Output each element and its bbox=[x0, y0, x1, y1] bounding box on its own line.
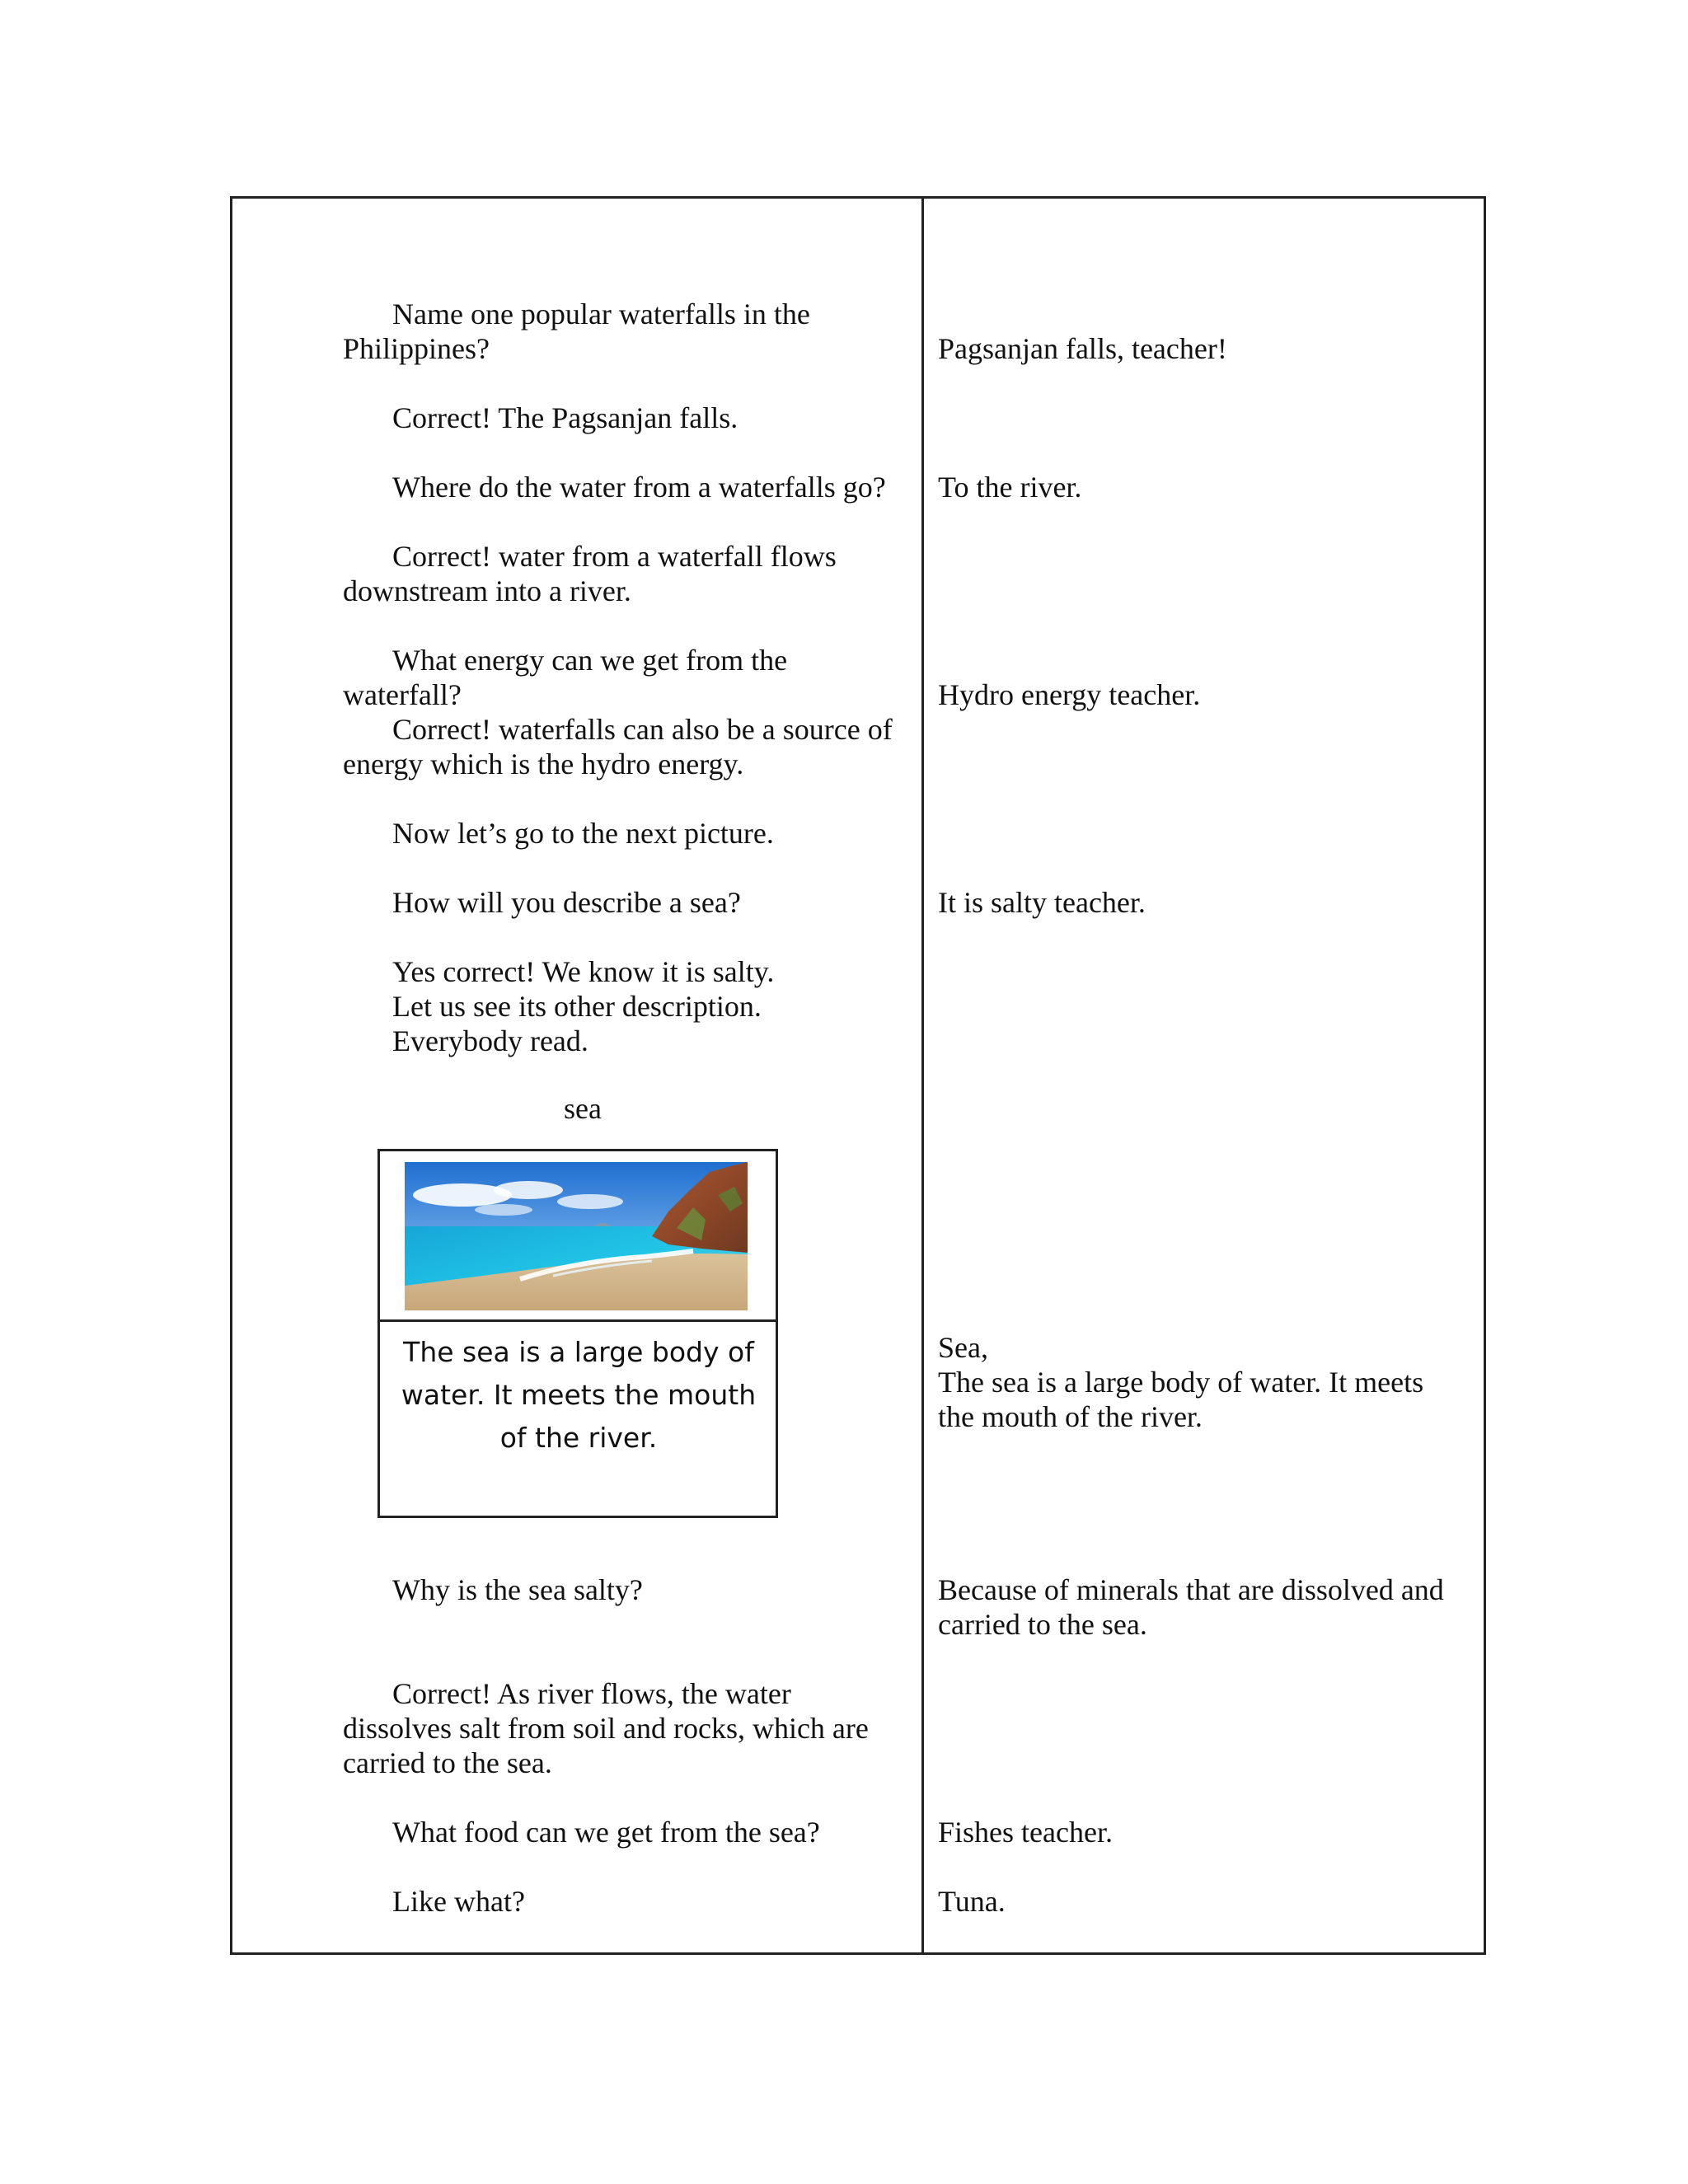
teacher-question-water-go: Where do the water from a waterfalls go? bbox=[392, 471, 886, 504]
student-answer-fishes: Fishes teacher. bbox=[938, 1816, 1113, 1849]
student-answer-tuna: Tuna. bbox=[938, 1885, 1006, 1918]
sea-image bbox=[405, 1162, 748, 1310]
student-answer-hydro: Hydro energy teacher. bbox=[938, 678, 1201, 711]
teacher-correct-river: Correct! As river flows, the water bbox=[392, 1677, 791, 1710]
student-answer-pagsanjan: Pagsanjan falls, teacher! bbox=[938, 332, 1227, 365]
teacher-next-picture: Now let’s go to the next picture. bbox=[392, 817, 774, 850]
student-answer-minerals: Because of minerals that are dissolved and bbox=[938, 1573, 1444, 1606]
sea-card-divider bbox=[380, 1319, 776, 1322]
sea-card-description: The sea is a large body of water. It meets the mouth of the river. bbox=[401, 1336, 757, 1454]
teacher-correct-energy: Correct! waterfalls can also be a source of bbox=[392, 713, 893, 746]
student-answer-minerals-cont: carried to the sea. bbox=[938, 1608, 1147, 1641]
sea-card-label: sea bbox=[564, 1092, 602, 1125]
teacher-correct-energy-cont: energy which is the hydro energy. bbox=[343, 748, 744, 780]
teacher-question-energy-cont: waterfall? bbox=[343, 678, 462, 711]
teacher-correct-downstream-cont: downstream into a river. bbox=[343, 574, 631, 607]
student-answer-river: To the river. bbox=[938, 471, 1082, 504]
teacher-correct-pagsanjan: Correct! The Pagsanjan falls. bbox=[392, 401, 738, 434]
teacher-question-waterfall: Name one popular waterfalls in the bbox=[392, 298, 810, 330]
teacher-question-food: What food can we get from the sea? bbox=[392, 1816, 820, 1849]
teacher-correct-river-cont: dissolves salt from soil and rocks, which are bbox=[343, 1712, 869, 1745]
teacher-question-like-what: Like what? bbox=[392, 1885, 525, 1918]
teacher-question-describe-sea: How will you describe a sea? bbox=[392, 886, 741, 919]
student-answer-salty: It is salty teacher. bbox=[938, 886, 1146, 919]
sea-card bbox=[377, 1149, 778, 1518]
teacher-correct-river-cont2: carried to the sea. bbox=[343, 1746, 552, 1779]
teacher-correct-salty: Yes correct! We know it is salty. bbox=[392, 955, 775, 988]
teacher-other-description: Let us see its other description. bbox=[392, 990, 762, 1023]
column-divider bbox=[921, 196, 924, 1955]
teacher-question-energy: What energy can we get from the bbox=[392, 644, 788, 677]
teacher-everybody-read: Everybody read. bbox=[392, 1024, 588, 1057]
teacher-question-why-salty: Why is the sea salty? bbox=[392, 1573, 643, 1606]
teacher-question-waterfall-cont: Philippines? bbox=[343, 332, 490, 365]
student-answer-sea-description: The sea is a large body of water. It meets bbox=[938, 1366, 1424, 1399]
student-answer-sea-description-cont: the mouth of the river. bbox=[938, 1400, 1203, 1433]
student-answer-sea: Sea, bbox=[938, 1331, 988, 1364]
teacher-correct-downstream: Correct! water from a waterfall flows bbox=[392, 540, 837, 573]
